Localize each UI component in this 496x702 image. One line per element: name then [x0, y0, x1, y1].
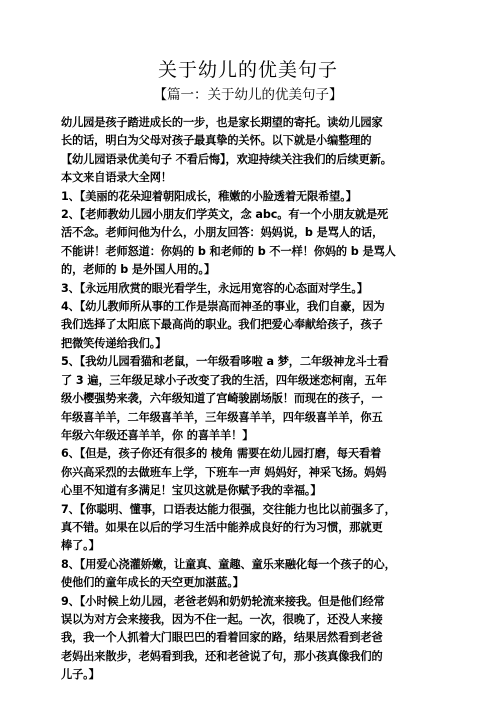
text-line: 我们选择了太阳底下最高尚的职业。我们把爱心奉献给孩子，孩子 — [61, 318, 383, 332]
text-line: 不能讲！老师怒道：你妈的 b 和老师的 b 不一样！你妈的 b 是骂人 — [61, 244, 396, 258]
text-line: 7、【你聪明、懂事，口语表达能力很强，交往能力也比以前强多了， — [61, 502, 396, 516]
text-line: 3、【永远用欣赏的眼光看学生，永远用宽容的心态面对学生。】 — [61, 281, 368, 295]
text-line: 把微笑传递给我们。】 — [61, 336, 167, 350]
text-line: 4、【幼儿教师所从事的工作是崇高而神圣的事业，我们自豪，因为 — [61, 300, 385, 314]
text-line: 老妈出来散步，老妈看到我，还和老爸说了句，那小孩真像我们的 — [61, 649, 383, 663]
document-title: 关于幼儿的优美句子 — [157, 59, 338, 81]
text-line: 棒了。】 — [61, 539, 100, 553]
text-line: 年级六年级还喜羊羊，你 的喜羊羊！】 — [61, 428, 254, 442]
text-line: 心里不知道有多满足！宝贝这就是你赋予我的幸福。】 — [61, 484, 322, 498]
text-line: 幼儿园是孩子踏进成长的一步，也是家长期望的寄托。读幼儿园家 — [61, 116, 383, 129]
text-line: 你兴高采烈的去做班车上学，下班车一声 妈妈好，神采飞扬。妈妈 — [61, 465, 387, 479]
text-line: 活不念。老师问他为什么，小朋友回答：妈妈说，b 是骂人的话， — [61, 226, 384, 240]
text-line: 5、【我幼儿园看猫和老鼠，一年级看哆啦 a 梦，二年级神龙斗士看 — [61, 355, 389, 369]
text-line: 我，我一个人抓着大门眼巴巴的看着回家的路，结果居然看到老爸 — [61, 631, 383, 645]
document-subtitle: 【篇一：关于幼儿的优美句子】 — [153, 87, 343, 103]
text-line: 2、【老师教幼儿园小朋友们学英文，念 abc。有一个小朋友就是死 — [61, 208, 389, 222]
text-line: 使他们的童年成长的天空更加湛蓝。】 — [61, 576, 244, 590]
text-line: 1、【美丽的花朵迎着朝阳成长，稚嫩的小脸透着无限希望。】 — [61, 189, 357, 203]
text-line: 误以为对方会来接我，因为不住一起。一次，很晚了，还没人来接 — [61, 612, 383, 626]
text-line: 长的话，明白为父母对孩子最真挚的关怀。以下就是小编整理的 — [61, 134, 372, 148]
text-line: 6、【但是，孩子你还有很多的 棱角 需要在幼儿园打磨，每天看着 — [61, 447, 382, 461]
text-line: 9、【小时候上幼儿园，老爸老妈和奶奶轮流来接我。但是他们经常 — [61, 594, 385, 608]
text-line: 真不错。如果在以后的学习生活中能养成良好的行为习惯，那就更 — [61, 520, 383, 534]
text-line: 【幼儿园语录优美句子 不看后悔】，欢迎持续关注我们的后续更新。 — [61, 152, 392, 166]
text-line: 8、【用爱心浇灌娇嫩，让童真、童趣、童乐来融化每一个孩子的心， — [61, 557, 396, 571]
text-line: 儿子。】 — [61, 668, 100, 682]
text-line: 级小樱强势来袭，六年级知道了宫崎骏剧场版！而现在的孩子，一 — [61, 392, 383, 406]
document-body — [61, 114, 441, 685]
text-line: 了 3 遍，三年级足球小子改变了我的生活，四年级迷恋柯南，五年 — [61, 373, 387, 387]
text-line: 的，老师的 b 是外国人用的。】 — [61, 263, 216, 277]
text-line: 年级喜羊羊，二年级喜羊羊，三年级喜羊羊，四年级喜羊羊，你五 — [61, 410, 383, 424]
text-line: 本文来自语录大全网！ — [61, 171, 172, 185]
